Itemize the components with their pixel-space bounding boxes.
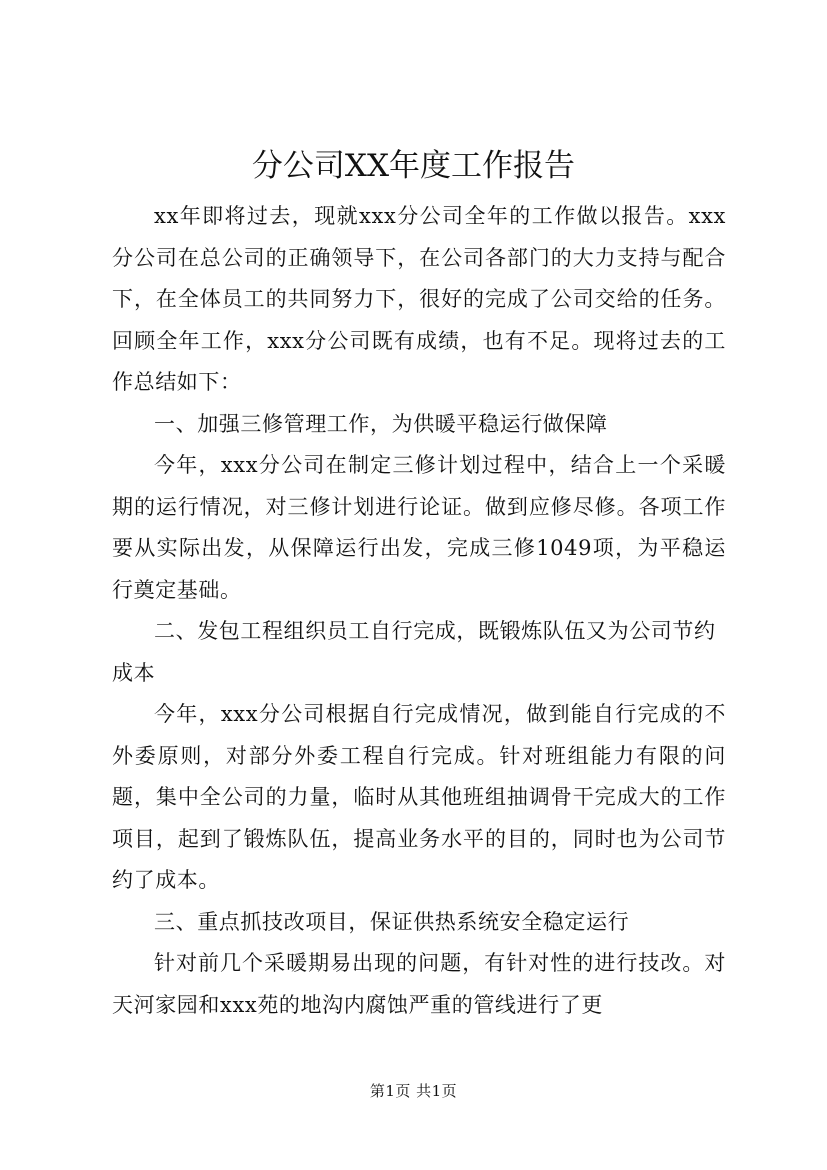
section-paragraph-1: 今年，xxx分公司在制定三修计划过程中，结合上一个采暖期的运行情况，对三修计划进行论证。做到应修尽修。各项工作要从实际出发，从保障运行出发，完成三修1049项，为平稳运行奠定基础。: [112, 453, 726, 602]
intro-paragraph: xx年即将过去，现就xxx分公司全年的工作做以报告。xxx分公司在总公司的正确领导下，在公司各部门的大力支持与配合下，在全体员工的共同努力下，很好的完成了公司交给的任务。回顾全年工作，xxx分公司既有成绩，也有不足。现将过去的工作总结如下：: [112, 204, 726, 394]
section-heading-3: 三、重点抓技改项目，保证供热系统安全稳定运行: [154, 909, 630, 934]
section-heading-1: 一、加强三修管理工作，为供暖平稳运行做保障: [154, 411, 608, 436]
section-paragraph-2: 今年，xxx分公司根据自行完成情况，做到能自行完成的不外委原则，对部分外委工程自行完成。针对班组能力有限的问题，集中全公司的力量，临时从其他班组抽调骨干完成大的工作项目，起到了锻炼队伍，提高业务水平的目的，同时也为公司节约了成本。: [112, 702, 726, 892]
section-paragraph-3: 针对前几个采暖期易出现的问题，有针对性的进行技改。对天河家园和xxx苑的地沟内腐蚀严重的管线进行了更: [112, 951, 726, 1017]
document-title: 分公司XX年度工作报告: [251, 148, 576, 184]
page-footer: 第1页 共1页: [369, 1082, 458, 1100]
section-heading-2: 二、发包工程组织员工自行完成，既锻炼队伍又为公司节约成本: [112, 619, 716, 685]
document-body: [112, 196, 726, 1026]
